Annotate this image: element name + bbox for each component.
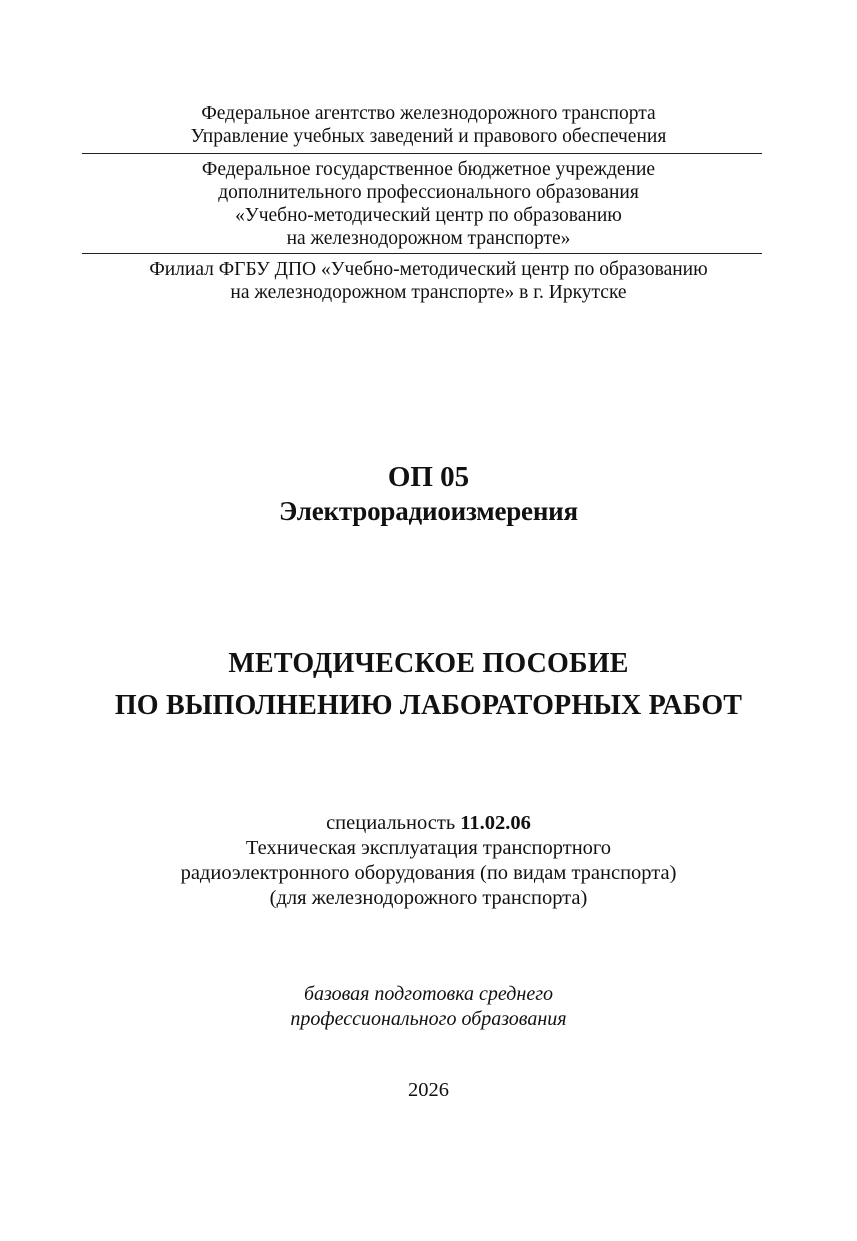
subject-block — [0, 460, 857, 528]
branch-line: на железнодорожном транспорте» в г. Иркутске — [230, 282, 627, 303]
subject-code: ОП 05 — [387, 461, 470, 493]
specialty-header — [0, 811, 857, 836]
document-title-line: ПО ВЫПОЛНЕНИЮ ЛАБОРАТОРНЫХ РАБОТ — [114, 690, 743, 721]
agency-line: Федеральное агентство железнодорожного транспорта — [201, 103, 656, 124]
branch-block — [0, 258, 857, 304]
specialty-line: радиоэлектронного оборудования (по видам транспорта) — [180, 862, 677, 884]
subject-name: Электрорадиоизмерения — [279, 496, 578, 526]
header-divider — [82, 253, 762, 254]
education-level — [0, 982, 857, 1032]
specialty-line: (для железнодорожного транспорта) — [269, 887, 588, 909]
specialty-line: Техническая эксплуатация транспортного — [245, 837, 612, 859]
year-text: 2026 — [408, 1079, 449, 1101]
institution-block — [0, 158, 857, 250]
agency-line: Управление учебных заведений и правового обеспечения — [190, 126, 667, 147]
specialty-label: специальность — [326, 812, 456, 834]
institution-line: «Учебно-методический центр по образованию — [235, 205, 622, 226]
branch-line: Филиал ФГБУ ДПО «Учебно-методический центр по образованию — [149, 259, 708, 280]
institution-line: Федеральное государственное бюджетное учреждение — [201, 159, 656, 180]
education-level-line: базовая подготовка среднего — [303, 983, 554, 1005]
specialty-block — [0, 811, 857, 911]
institution-line: на железнодорожном транспорте» — [286, 228, 571, 249]
header-divider — [82, 153, 762, 154]
specialty-code: 11.02.06 — [460, 812, 531, 834]
education-level-line: профессионального образования — [290, 1008, 567, 1030]
publication-year — [0, 1078, 857, 1103]
document-title-line: МЕТОДИЧЕСКОЕ ПОСОБИЕ — [228, 648, 629, 679]
document-title — [0, 643, 857, 727]
agency-block — [0, 102, 857, 148]
institution-line: дополнительного профессионального образования — [218, 182, 639, 203]
